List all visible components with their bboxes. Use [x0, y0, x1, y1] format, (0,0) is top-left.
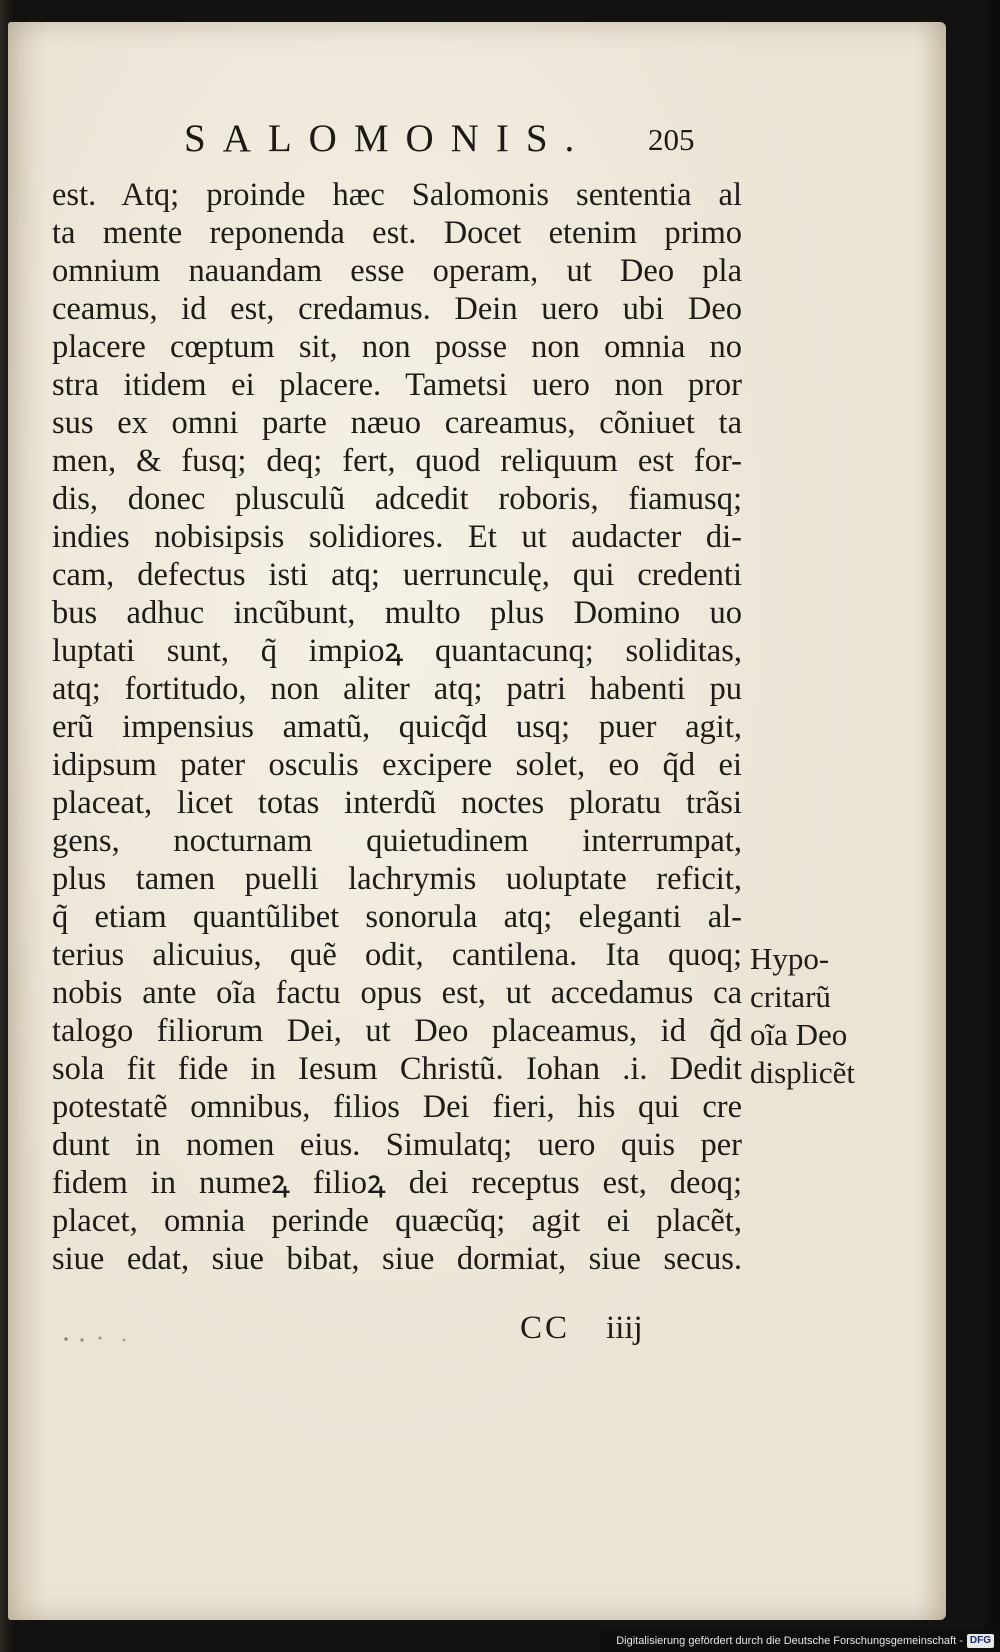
marginal-note: [750, 940, 900, 1092]
text-line: sus ex omni parte næuo careamus, cõniuet ta: [52, 405, 742, 441]
text-line: placeat, licet totas interdũ noctes ploratu trãsi: [52, 785, 742, 821]
text-line: talogo filiorum Dei, ut Deo placeamus, id q̃d: [52, 1013, 742, 1049]
body-text: [52, 176, 742, 1278]
text-line: idipsum pater osculis excipere solet, eo q̃d ei: [52, 747, 742, 783]
text-line: fidem in numeꝝ filioꝝ dei receptus est, deoq;: [52, 1165, 742, 1201]
book-page: [8, 22, 946, 1620]
text-line: indies nobisipsis solidiores. Et ut audacter di-: [52, 519, 742, 555]
text-line: placet, omnia perinde quæcũq; agit ei placẽt,: [52, 1203, 742, 1239]
text-line: placere cœptum sit, non posse non omnia no: [52, 329, 742, 365]
text-line: atq; fortitudo, non aliter atq; patri habenti pu: [52, 671, 742, 707]
signature-mark: [520, 1310, 643, 1347]
text-line: plus tamen puelli lachrymis uoluptate reficit,: [52, 861, 742, 897]
marginal-note-line: Hypo-: [750, 941, 830, 976]
text-line: est. Atq; proinde hæc Salomonis sententia al: [52, 177, 742, 213]
dfg-logo: DFG: [967, 1634, 994, 1648]
text-line: men, & fusq; deq; fert, quod reliquum est for-: [52, 443, 742, 479]
digitization-credit-bar: [600, 1630, 1000, 1652]
text-line: cam, defectus isti atq; uerrunculę, qui credenti: [52, 557, 742, 593]
ink-specks: [60, 1334, 140, 1344]
text-line: q̃ etiam quantũlibet sonorula atq; eleganti al-: [52, 899, 742, 935]
running-head: [8, 116, 946, 176]
text-line: terius alicuius, quẽ odit, cantilena. Ita quoq;: [52, 937, 742, 973]
text-line: gens, nocturnam quietudinem interrumpat,: [52, 823, 742, 859]
text-line: omnium nauandam esse operam, ut Deo pla: [52, 253, 742, 289]
digitization-credit: Digitalisierung gefördert durch die Deutsche Forschungsgemeinschaft -: [616, 1635, 963, 1647]
text-line: ta mente reponenda est. Docet etenim primo: [52, 215, 742, 251]
marginal-note-line: oĩa Deo: [750, 1017, 848, 1052]
text-line: sola fit fide in Iesum Christũ. Iohan .i. Dedit: [52, 1051, 742, 1087]
text-line: potestatẽ omnibus, filios Dei fieri, his qui cre: [52, 1089, 742, 1125]
text-line: luptati sunt, q̃ impioꝝ quantacunq; soliditas,: [52, 633, 742, 669]
marginal-note-line: critarũ: [750, 979, 831, 1014]
text-line: erũ impensius amatũ, quicq̃d usq; puer agit,: [52, 709, 742, 745]
page-number: 205: [648, 122, 695, 157]
signature-number: iiij: [606, 1310, 643, 1346]
text-line: ceamus, id est, credamus. Dein uero ubi Deo: [52, 291, 742, 327]
text-line: dis, donec plusculũ adcedit roboris, fiamusq;: [52, 481, 742, 517]
text-line: siue edat, siue bibat, siue dormiat, siue secus.: [52, 1241, 742, 1277]
marginal-note-line: displicẽt: [750, 1055, 856, 1090]
signature-letters: CC: [520, 1310, 571, 1346]
text-line: dunt in nomen eius. Simulatq; uero quis per: [52, 1127, 742, 1163]
text-line: nobis ante oĩa factu opus est, ut accedamus ca: [52, 975, 742, 1011]
running-title: SALOMONIS.: [184, 117, 592, 160]
text-line: stra itidem ei placere. Tametsi uero non pror: [52, 367, 742, 403]
text-line: bus adhuc incũbunt, multo plus Domino uo: [52, 595, 742, 631]
